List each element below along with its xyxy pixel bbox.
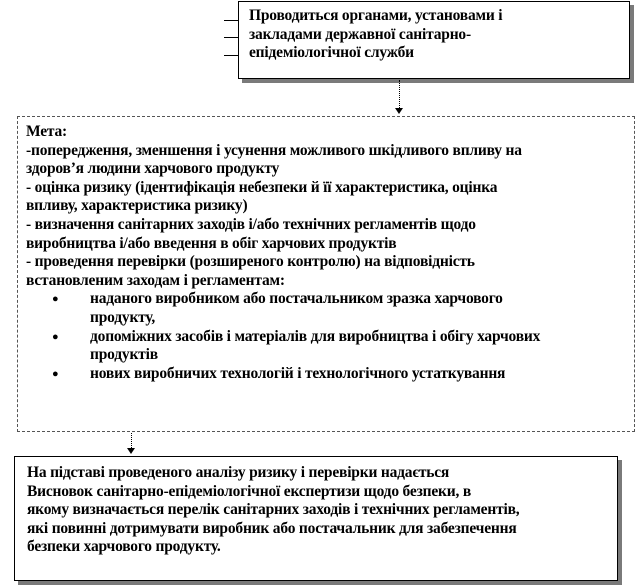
connector-line-middle [224,37,238,38]
top-box-line-3: епідеміологічної служби [249,44,414,62]
goal-heading: Мета: [26,123,68,140]
bullet-item-sample-line-2: продукту, [90,308,156,326]
conclusion-line-3: якому визначається перелік санітарних заходів і технічних регламентів, [27,501,520,519]
arrow-top-to-goal-head [395,108,403,114]
bullet-item-materials-line-2: продуктів [90,346,158,364]
goal-line-1: -попередження, зменшення і усунення можливого шкідливого впливу на [26,141,522,159]
bullet-item-sample [26,290,626,327]
goal-line-5: - визначення санітарних заходів і/або технічних регламентів щодо [26,215,476,233]
conclusion-box [14,456,618,581]
conclusion-line-2: Висновок санітарно-епідеміологічної експертизи щодо безпеки, в [27,482,471,500]
goal-line-7: - проведення перевірки (розширеного контролю) на відповідність [26,253,475,271]
bullet-icon: ● [52,367,59,380]
top-box-line-1: Проводиться органами, установами і [249,7,503,24]
bullet-item-materials [26,328,626,365]
bullet-item-sample-line-1: наданого виробником або постачальником зразка харчового [90,290,503,308]
arrow-goal-to-conclusion-head [127,448,135,454]
conclusion-line-4: які повинні дотримувати виробник або постачальник для забезпечення [27,519,517,537]
goal-line-2: здоров’я людини харчового продукту [26,160,280,178]
conclusion-line-1: На підставі проведеного аналізу ризику і перевірки надається [27,464,450,481]
goal-line-4: впливу, характеристика ризику) [26,197,248,215]
bullet-icon: ● [52,330,59,343]
responsible-authority-box [238,1,630,79]
goal-line-6: виробництва і/або введення в обіг харчових продуктів [26,234,397,252]
goal-line-3: - оцінка ризику (ідентифікація небезпеки й її характеристика, оцінка [26,178,498,196]
bullet-item-technologies [26,365,626,384]
bullet-icon: ● [52,293,59,306]
bullet-item-technologies-line-1: нових виробничих технологій і технологічного устаткування [90,364,506,382]
connector-line-top [224,20,238,21]
bullet-item-materials-line-1: допоміжних засобів і матеріалів для виробництва і обігу харчових [90,327,541,345]
goal-line-8: встановленим заходам і регламентам: [26,271,285,289]
connector-line-bottom [224,55,238,56]
top-box-line-2: закладами державної санітарно- [249,25,471,43]
conclusion-line-5: безпеки харчового продукту. [27,538,221,556]
arrow-top-to-goal-line [399,80,400,110]
goal-box [17,116,635,432]
